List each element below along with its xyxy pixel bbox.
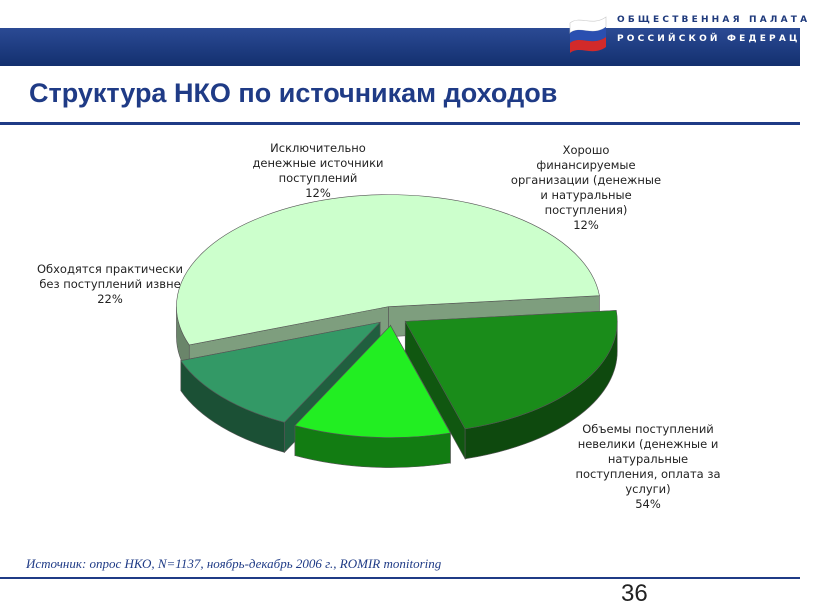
- pie-slice-label-4: [511, 143, 661, 232]
- slice-category-label: Обходятся практически: [36, 262, 184, 276]
- slice-category-label: поступления, оплата за: [575, 467, 721, 481]
- slice-category-label: поступлений: [278, 171, 358, 185]
- slice-value-label: 12%: [305, 186, 331, 200]
- slice-value-label: 22%: [97, 292, 123, 306]
- slice-category-label: денежные источники: [252, 156, 384, 170]
- page-number: 36: [621, 580, 648, 607]
- slice-value-label: 54%: [635, 497, 661, 511]
- slice-value-label: 12%: [573, 218, 599, 232]
- pie-slice-label-1: [575, 422, 720, 511]
- bottom-divider: [0, 577, 800, 579]
- russian-flag-logo-icon: [566, 13, 610, 53]
- slice-category-label: и натуральные: [540, 188, 632, 202]
- slice-category-label: Исключительно: [270, 141, 366, 155]
- pie-slice-label-2: [37, 262, 183, 306]
- pie-slice-label-3: [252, 141, 383, 200]
- slice-category-label: Объемы поступлений: [582, 422, 714, 436]
- slice-category-label: невелики (денежные и: [577, 437, 719, 451]
- pie-chart: [0, 128, 800, 548]
- slice-category-label: финансируемые: [536, 158, 636, 172]
- slice-category-label: без поступлений извне: [39, 277, 181, 291]
- title-divider: [0, 122, 800, 125]
- org-name-line2: РОССИЙСКОЙ ФЕДЕРАЦИИ: [617, 34, 822, 44]
- slice-category-label: организации (денежные: [510, 173, 662, 187]
- slice-category-label: Хорошо: [562, 143, 610, 157]
- slice-category-label: натуральные: [607, 452, 689, 466]
- slice-category-label: поступления): [544, 203, 628, 217]
- org-name-line1: ОБЩЕСТВЕННАЯ ПАЛАТА: [617, 15, 811, 25]
- slide-title: Структура НКО по источникам доходов: [29, 78, 558, 108]
- slice-category-label: услуги): [625, 482, 671, 496]
- source-note: Источник: опрос НКО, N=1137, ноябрь-декабрь 2006 г., ROMIR monitoring: [26, 556, 442, 571]
